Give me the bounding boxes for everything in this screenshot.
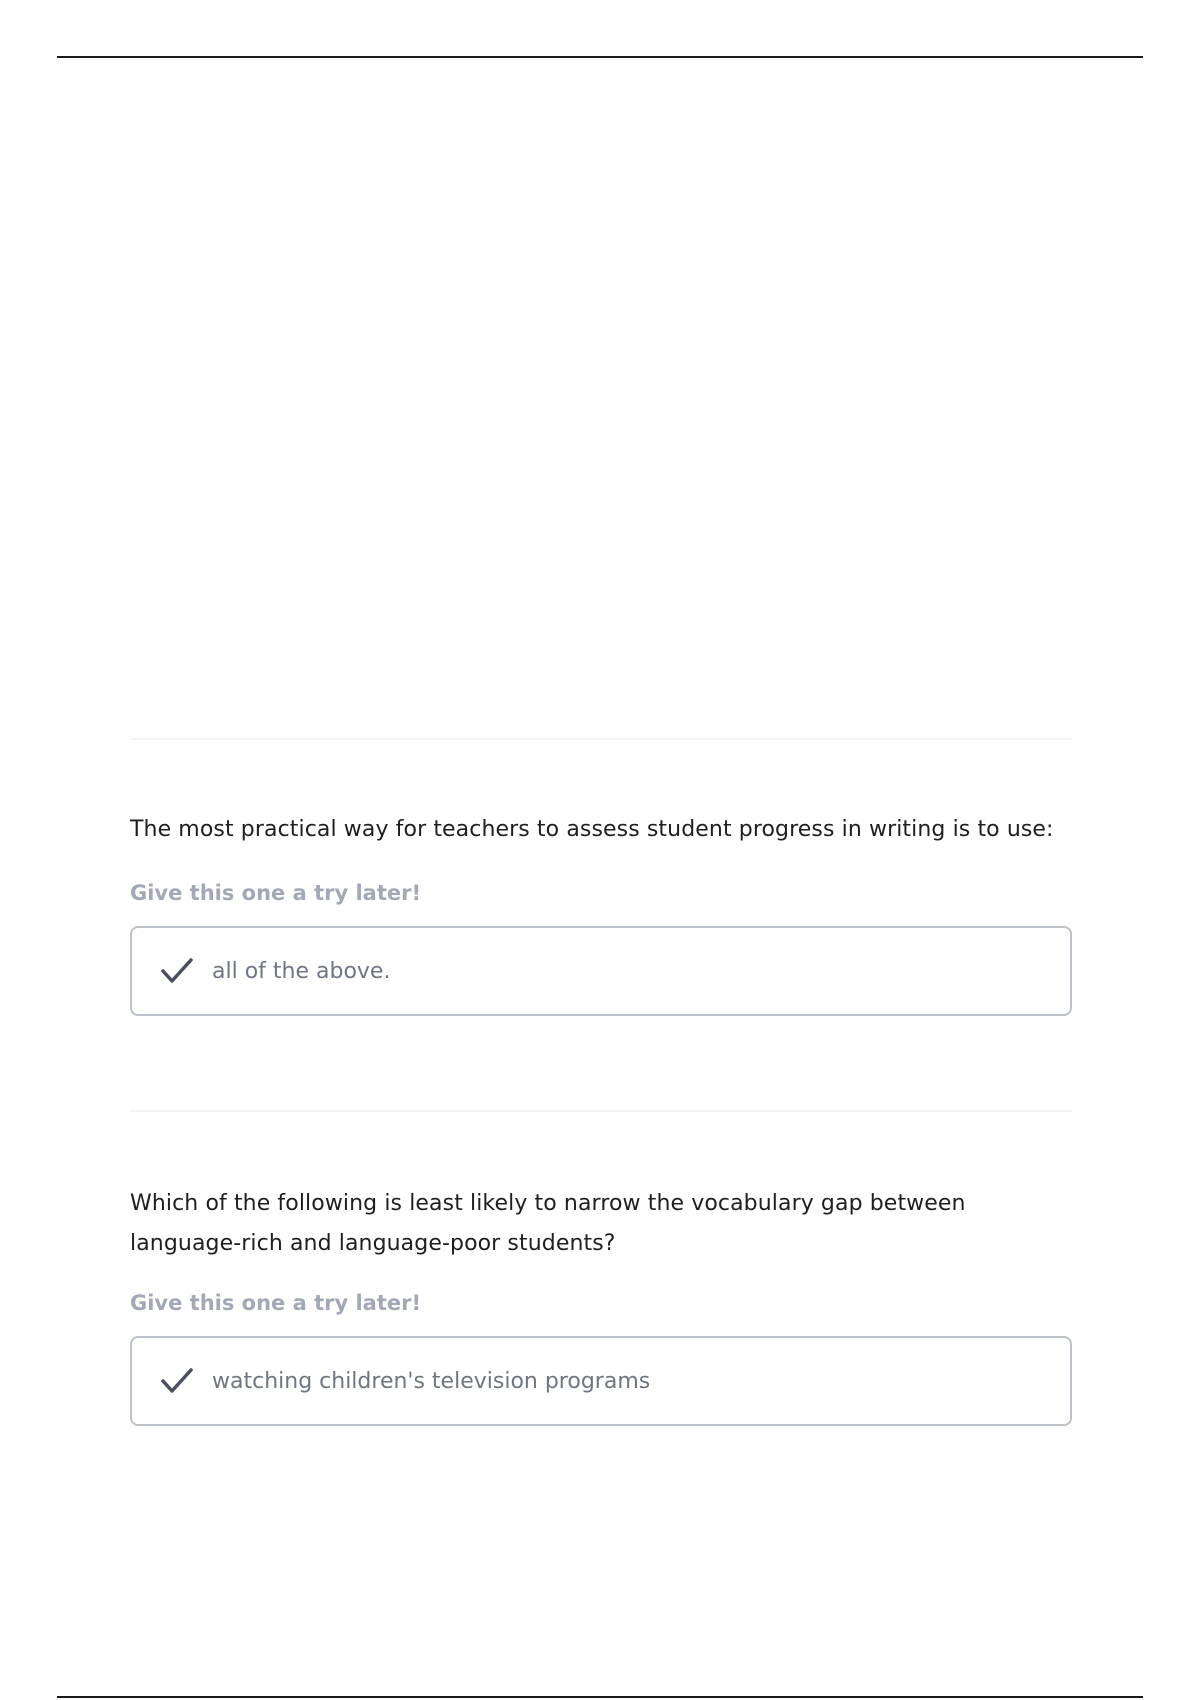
question-2 — [130, 1184, 1072, 1426]
question-2-try-later-hint[interactable]: Give this one a try later! — [130, 1291, 422, 1315]
question-1-answer-text: all of the above. — [212, 958, 391, 984]
check-icon — [160, 956, 194, 986]
question-1-try-later-hint[interactable]: Give this one a try later! — [130, 881, 422, 905]
check-icon — [160, 1366, 194, 1396]
page-bottom-rule — [57, 1696, 1143, 1698]
question-1-text: The most practical way for teachers to assess student progress in writing is to use: — [130, 817, 1054, 842]
question-2-answer-card[interactable] — [130, 1336, 1072, 1426]
section-divider — [130, 1110, 1072, 1112]
question-1-answer-card[interactable] — [130, 926, 1072, 1016]
page-top-rule — [57, 56, 1143, 58]
question-2-text: Which of the following is least likely to narrow the vocabulary gap between language-rich and language-poor students? — [130, 1191, 966, 1256]
question-2-answer-text: watching children's television programs — [212, 1368, 651, 1394]
question-1 — [130, 810, 1072, 1016]
section-divider — [130, 738, 1072, 740]
